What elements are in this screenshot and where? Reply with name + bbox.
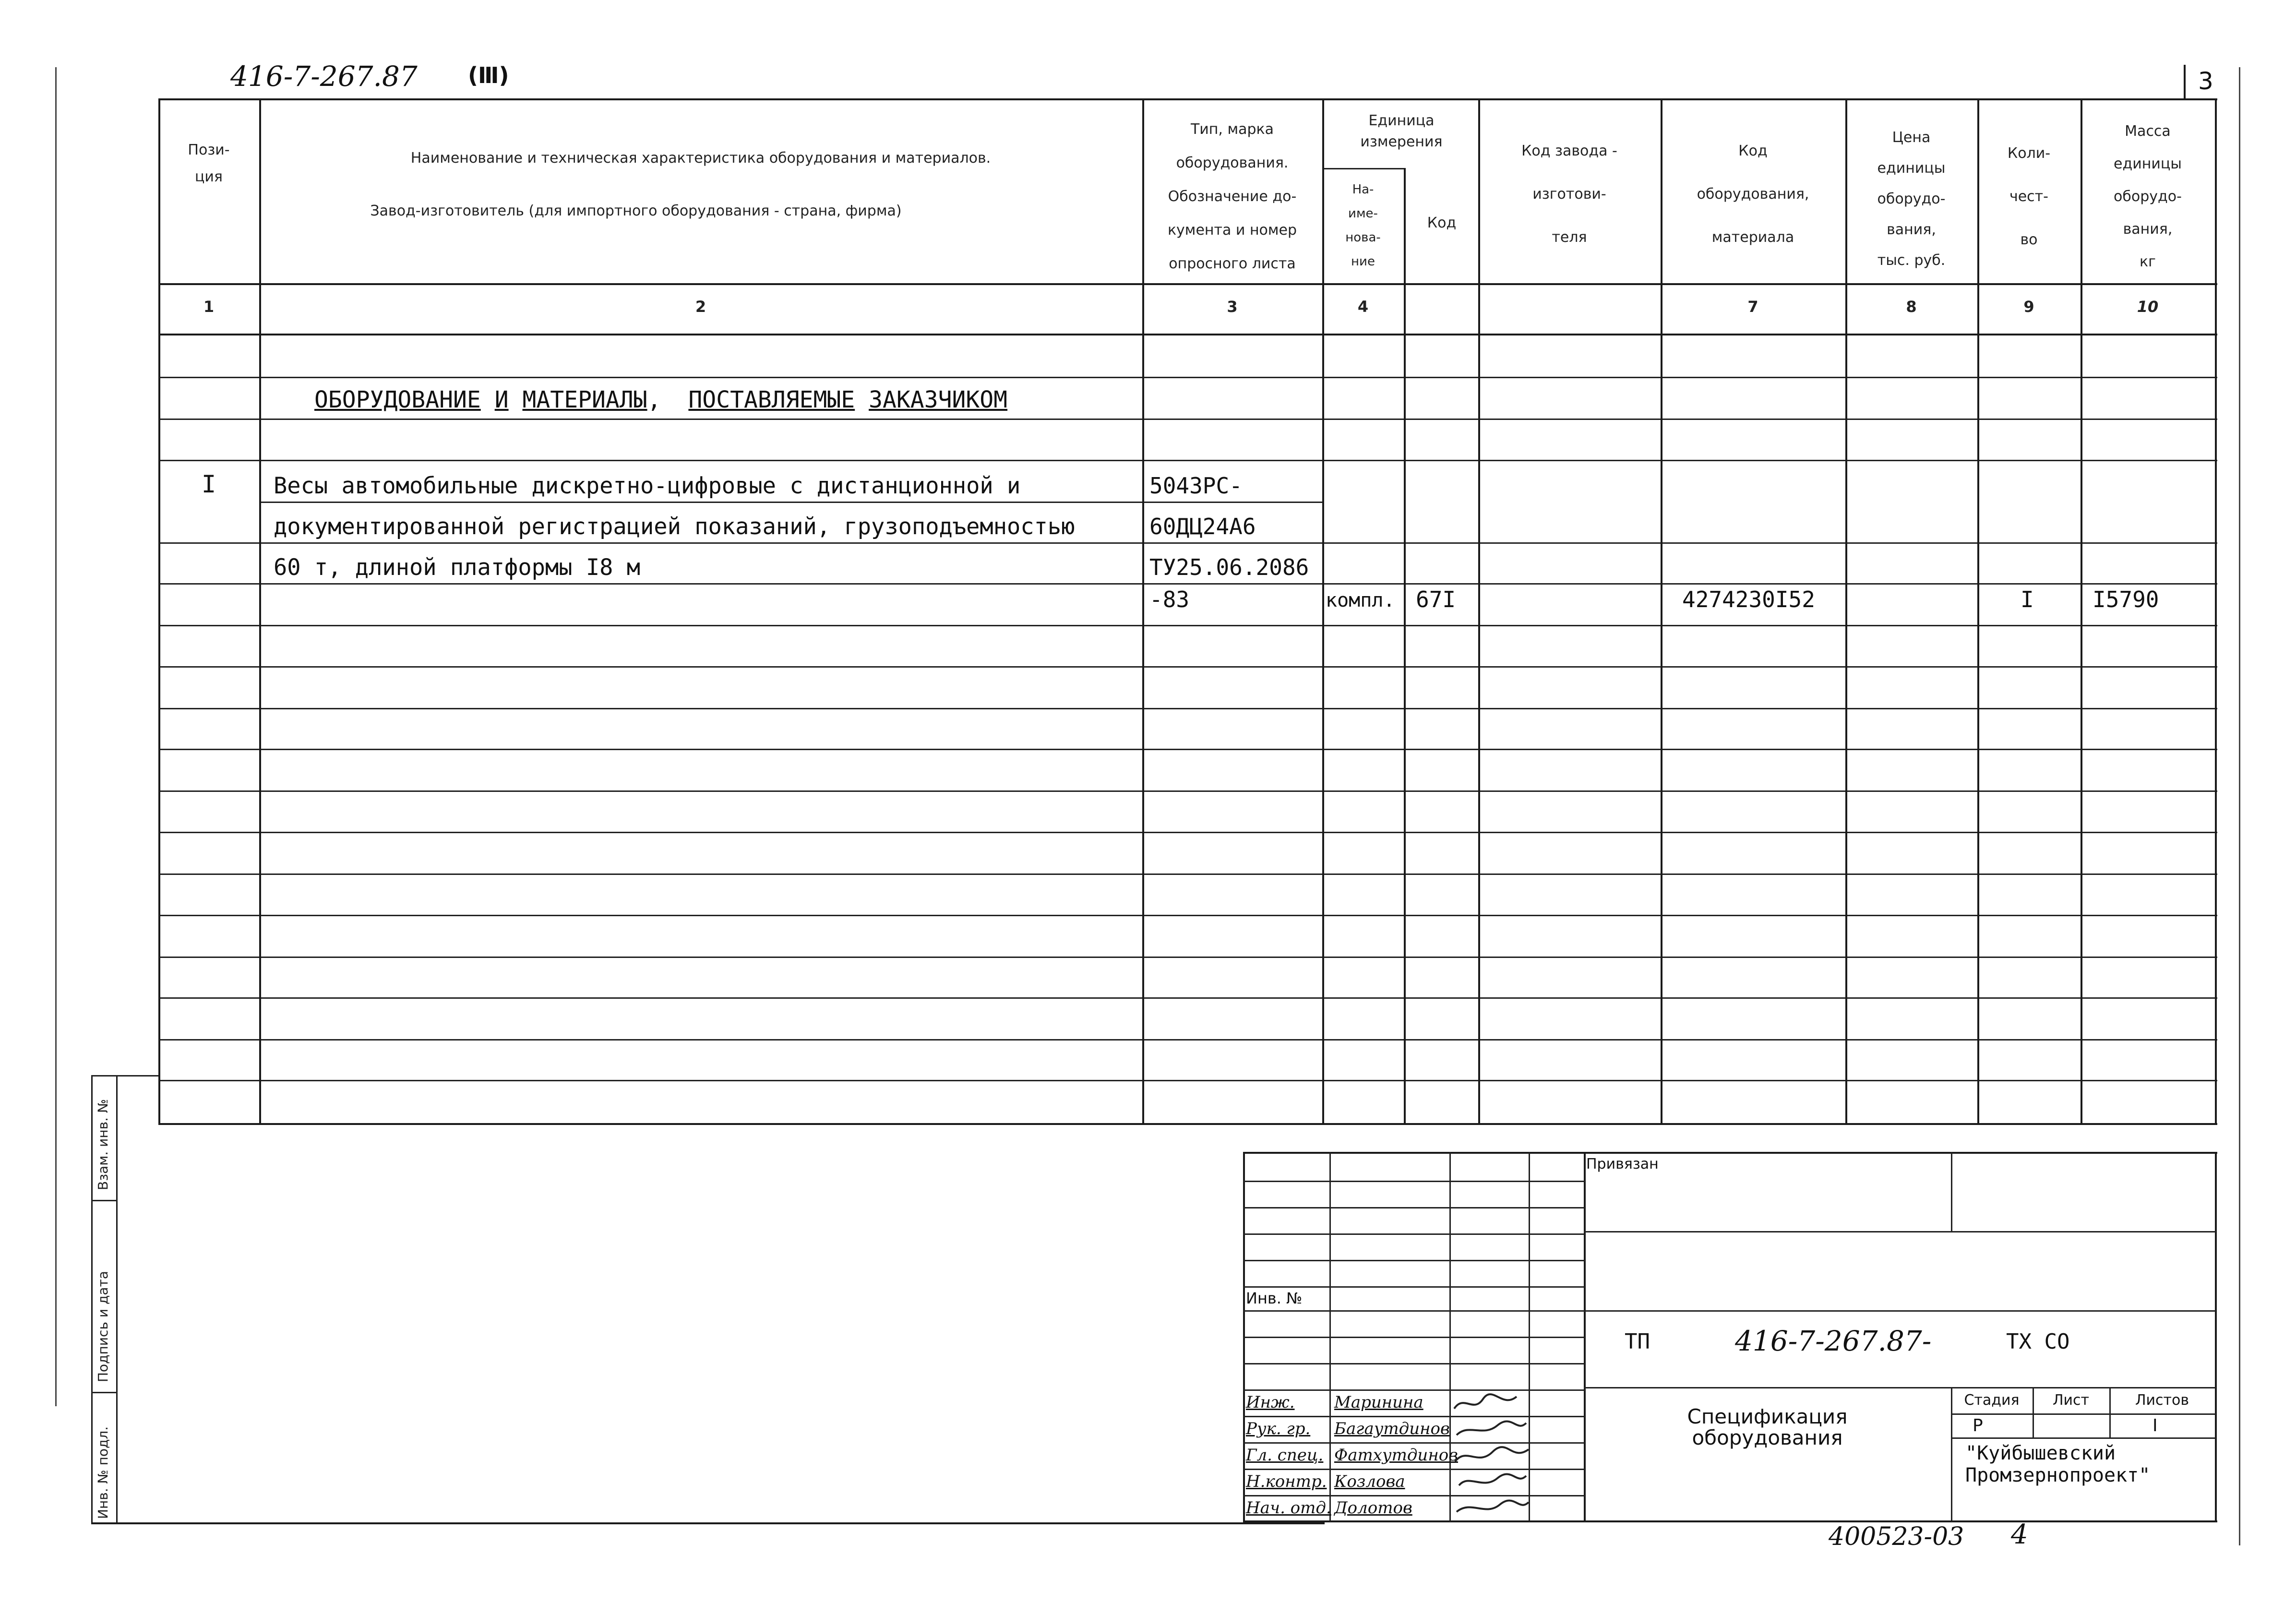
col-number: 1	[203, 298, 215, 316]
page-number-divider	[2184, 65, 2186, 98]
tb-stage-label: Стадия	[1964, 1392, 2020, 1409]
frame-bottom	[91, 1522, 1325, 1524]
row-line	[158, 460, 2217, 461]
sig-name: Фатхутдинов	[1334, 1446, 1458, 1465]
side-sign-date: Подпись и дата	[95, 1271, 111, 1382]
row-line	[158, 915, 2217, 916]
sig-name: Багаутдинов	[1334, 1419, 1450, 1438]
tb-row	[1243, 1260, 1585, 1261]
item-type-line1: 5043РС-	[1149, 473, 1243, 499]
doc-number-top: 416-7-267.87	[230, 60, 418, 93]
tb-row	[1243, 1207, 1585, 1208]
col-line	[2215, 98, 2217, 1123]
header-factory-code: Код завода - изготови- теля	[1521, 143, 1617, 246]
row-line	[158, 625, 2217, 626]
row-line	[158, 1039, 2217, 1041]
tb-stage-row	[1951, 1413, 2216, 1415]
header-name-line1: Наименование и техническая характеристика оборудования и материалов.	[410, 150, 991, 167]
tb-sheet-label: Лист	[2052, 1392, 2090, 1409]
header-unit-name: На- име- нова- ние	[1345, 182, 1381, 269]
col-number: 3	[1227, 298, 1238, 316]
sig-name: Маринина	[1334, 1393, 1423, 1412]
section-word: ОБОРУДОВАНИЕ	[314, 386, 481, 413]
tb-row	[1243, 1495, 1585, 1496]
sig-role: Рук. гр.	[1246, 1419, 1311, 1438]
side-stamp-divider	[91, 1200, 118, 1201]
col-number: 7	[1747, 298, 1758, 316]
table-top-border	[158, 98, 2217, 100]
header-unit-code: Код	[1427, 215, 1457, 231]
tb-tp-number: 416-7-267.87-	[1735, 1325, 1932, 1357]
bottom-mark: 4	[2011, 1519, 2028, 1550]
tb-tp-suffix: ТХ СО	[2006, 1329, 2070, 1354]
col-line	[259, 98, 261, 1123]
signature-scribbles	[1449, 1389, 1531, 1524]
section-comma: ,	[647, 386, 661, 413]
header-type: Тип, марка оборудования. Обозначение до- кумента и номер опросного листа	[1167, 121, 1297, 272]
row-line	[158, 583, 2217, 585]
tb-organization: "Куйбышевский Промзернопроект"	[1965, 1442, 2151, 1486]
tb-inv-label: Инв. №	[1246, 1289, 1303, 1307]
item-unit-code: 67I	[1416, 586, 1456, 612]
header-position: Пози- ция	[188, 142, 230, 185]
tb-row	[1243, 1181, 1585, 1182]
section-word: ПОСТАВЛЯЕМЫЕ	[688, 386, 855, 413]
signature-mark	[1459, 1474, 1526, 1485]
tb-privyazan-bottom	[1584, 1231, 2216, 1232]
section-word: МАТЕРИАЛЫ	[522, 386, 647, 413]
sig-role: Инж.	[1246, 1393, 1295, 1412]
item-type-line3: ТУ25.06.2086	[1149, 554, 1309, 580]
sig-name: Козлова	[1334, 1472, 1405, 1491]
header-equipment-code: Код оборудования, материала	[1697, 143, 1809, 246]
item-unit-name: компл.	[1326, 589, 1395, 611]
col-line	[1322, 98, 1324, 1123]
side-inv-original: Инв. № подл.	[95, 1426, 111, 1519]
table-bottom-border	[158, 1123, 2217, 1125]
tb-top	[1243, 1152, 2217, 1154]
tb-privyazan-label: Привязан	[1586, 1156, 1659, 1172]
tb-row	[1243, 1310, 1585, 1312]
doc-edition: (Ⅲ)	[468, 62, 509, 88]
tb-row	[1243, 1416, 1585, 1417]
section-title	[314, 386, 1007, 413]
item-description-line3: 60 т, длиной платформы I8 м	[274, 554, 641, 581]
tb-sheets-label: Листов	[2135, 1392, 2189, 1409]
signature-mark	[1455, 1447, 1529, 1461]
tb-row	[1243, 1286, 1585, 1288]
tb-stage-split	[1951, 1387, 1952, 1520]
col-line	[1661, 98, 1662, 1123]
tb-right	[2215, 1152, 2217, 1522]
signature-mark	[1457, 1421, 1526, 1435]
col-line	[1404, 168, 1406, 1123]
row-line	[158, 666, 2217, 668]
item-description-line2: документированной регистрацией показаний, грузоподъемностью	[274, 514, 1075, 540]
col-line	[1142, 98, 1144, 1123]
col-line	[2081, 98, 2082, 1123]
item-type-line2: 60ДЦ24А6	[1149, 514, 1256, 539]
bottom-code: 400523-03	[1829, 1522, 1964, 1551]
col-line	[158, 98, 160, 1123]
col-line	[1845, 98, 1847, 1123]
header-mass: Масса единицы оборудо- вания, кг	[2114, 123, 2182, 270]
row-line	[158, 873, 2217, 875]
item-quantity: I	[2021, 586, 2034, 612]
tb-row	[1243, 1469, 1585, 1470]
item-position: I	[202, 470, 216, 498]
tb-row	[1243, 1363, 1585, 1364]
row-line	[259, 502, 1322, 503]
sig-name: Долотов	[1334, 1498, 1412, 1518]
header-bottom-border	[158, 283, 2217, 285]
side-stamp-top	[91, 1075, 158, 1077]
col-number: 9	[2023, 298, 2034, 316]
row-line	[158, 790, 2217, 792]
header-price: Цена единицы оборудо- вания, тыс. руб.	[1877, 129, 1946, 269]
item-mass: I5790	[2093, 586, 2159, 612]
row-line	[158, 1080, 2217, 1081]
item-description-line1: Весы автомобильные дискретно-цифровые с дистанционной и	[274, 473, 1021, 499]
col-number: 8	[1906, 298, 1917, 316]
sig-role: Н.контр.	[1246, 1472, 1327, 1491]
col-number: 2	[695, 298, 706, 316]
tb-doc-title: Спецификация оборудования	[1687, 1405, 1848, 1449]
page-number: 3	[2198, 67, 2213, 95]
tb-privyazan-split	[1951, 1152, 1952, 1231]
unit-header-split	[1322, 168, 1404, 169]
tb-bottom	[1243, 1520, 2217, 1522]
item-type-line4: -83	[1149, 586, 1190, 612]
tb-tp-bottom	[1584, 1387, 2216, 1388]
tb-row	[1243, 1233, 1585, 1235]
frame-right	[2239, 67, 2240, 1545]
side-stamp-left	[91, 1075, 93, 1524]
row-line	[158, 419, 2217, 420]
signature-mark	[1457, 1500, 1529, 1512]
tb-tp-top	[1584, 1310, 2216, 1312]
tb-stage-row	[1951, 1437, 2216, 1439]
frame-left-outer	[55, 67, 57, 1406]
row-line	[158, 708, 2217, 709]
row-line	[158, 832, 2217, 833]
tb-row	[1243, 1442, 1585, 1444]
row-line	[158, 377, 2217, 378]
item-equipment-code: 4274230I52	[1682, 586, 1815, 612]
sig-role: Гл. спец.	[1246, 1446, 1324, 1465]
side-stamp-inner	[116, 1075, 118, 1524]
header-quantity: Коли- чест- во	[2007, 145, 2051, 248]
col-line	[1478, 98, 1480, 1123]
side-inv-replace: Взам. инв. №	[95, 1099, 111, 1190]
section-word: ЗАКАЗЧИКОМ	[869, 386, 1008, 413]
tb-tp-label: ТП	[1625, 1329, 1650, 1354]
section-word: И	[494, 386, 509, 413]
tb-stage-col	[2109, 1387, 2111, 1437]
col-number: 4	[1357, 298, 1369, 316]
side-stamp-divider	[91, 1392, 118, 1393]
row-line	[158, 957, 2217, 958]
signature-mark	[1454, 1394, 1517, 1409]
col-line	[1977, 98, 1979, 1123]
tb-row	[1243, 1337, 1585, 1338]
tb-sheets-value: I	[2152, 1416, 2158, 1436]
tb-stage-value: Р	[1973, 1416, 1983, 1436]
row-line	[158, 997, 2217, 999]
sig-role: Нач. отд.	[1246, 1498, 1331, 1518]
col-number: 10	[2137, 298, 2159, 316]
header-name-line2: Завод-изготовитель (для импортного оборудования - страна, фирма)	[370, 203, 902, 219]
tb-row	[1243, 1389, 1585, 1391]
header-unit: Единица измерения	[1360, 112, 1443, 150]
tb-stage-col	[2033, 1387, 2034, 1437]
row-line	[158, 749, 2217, 750]
colnum-bottom-border	[158, 334, 2217, 335]
row-line	[158, 542, 2217, 544]
